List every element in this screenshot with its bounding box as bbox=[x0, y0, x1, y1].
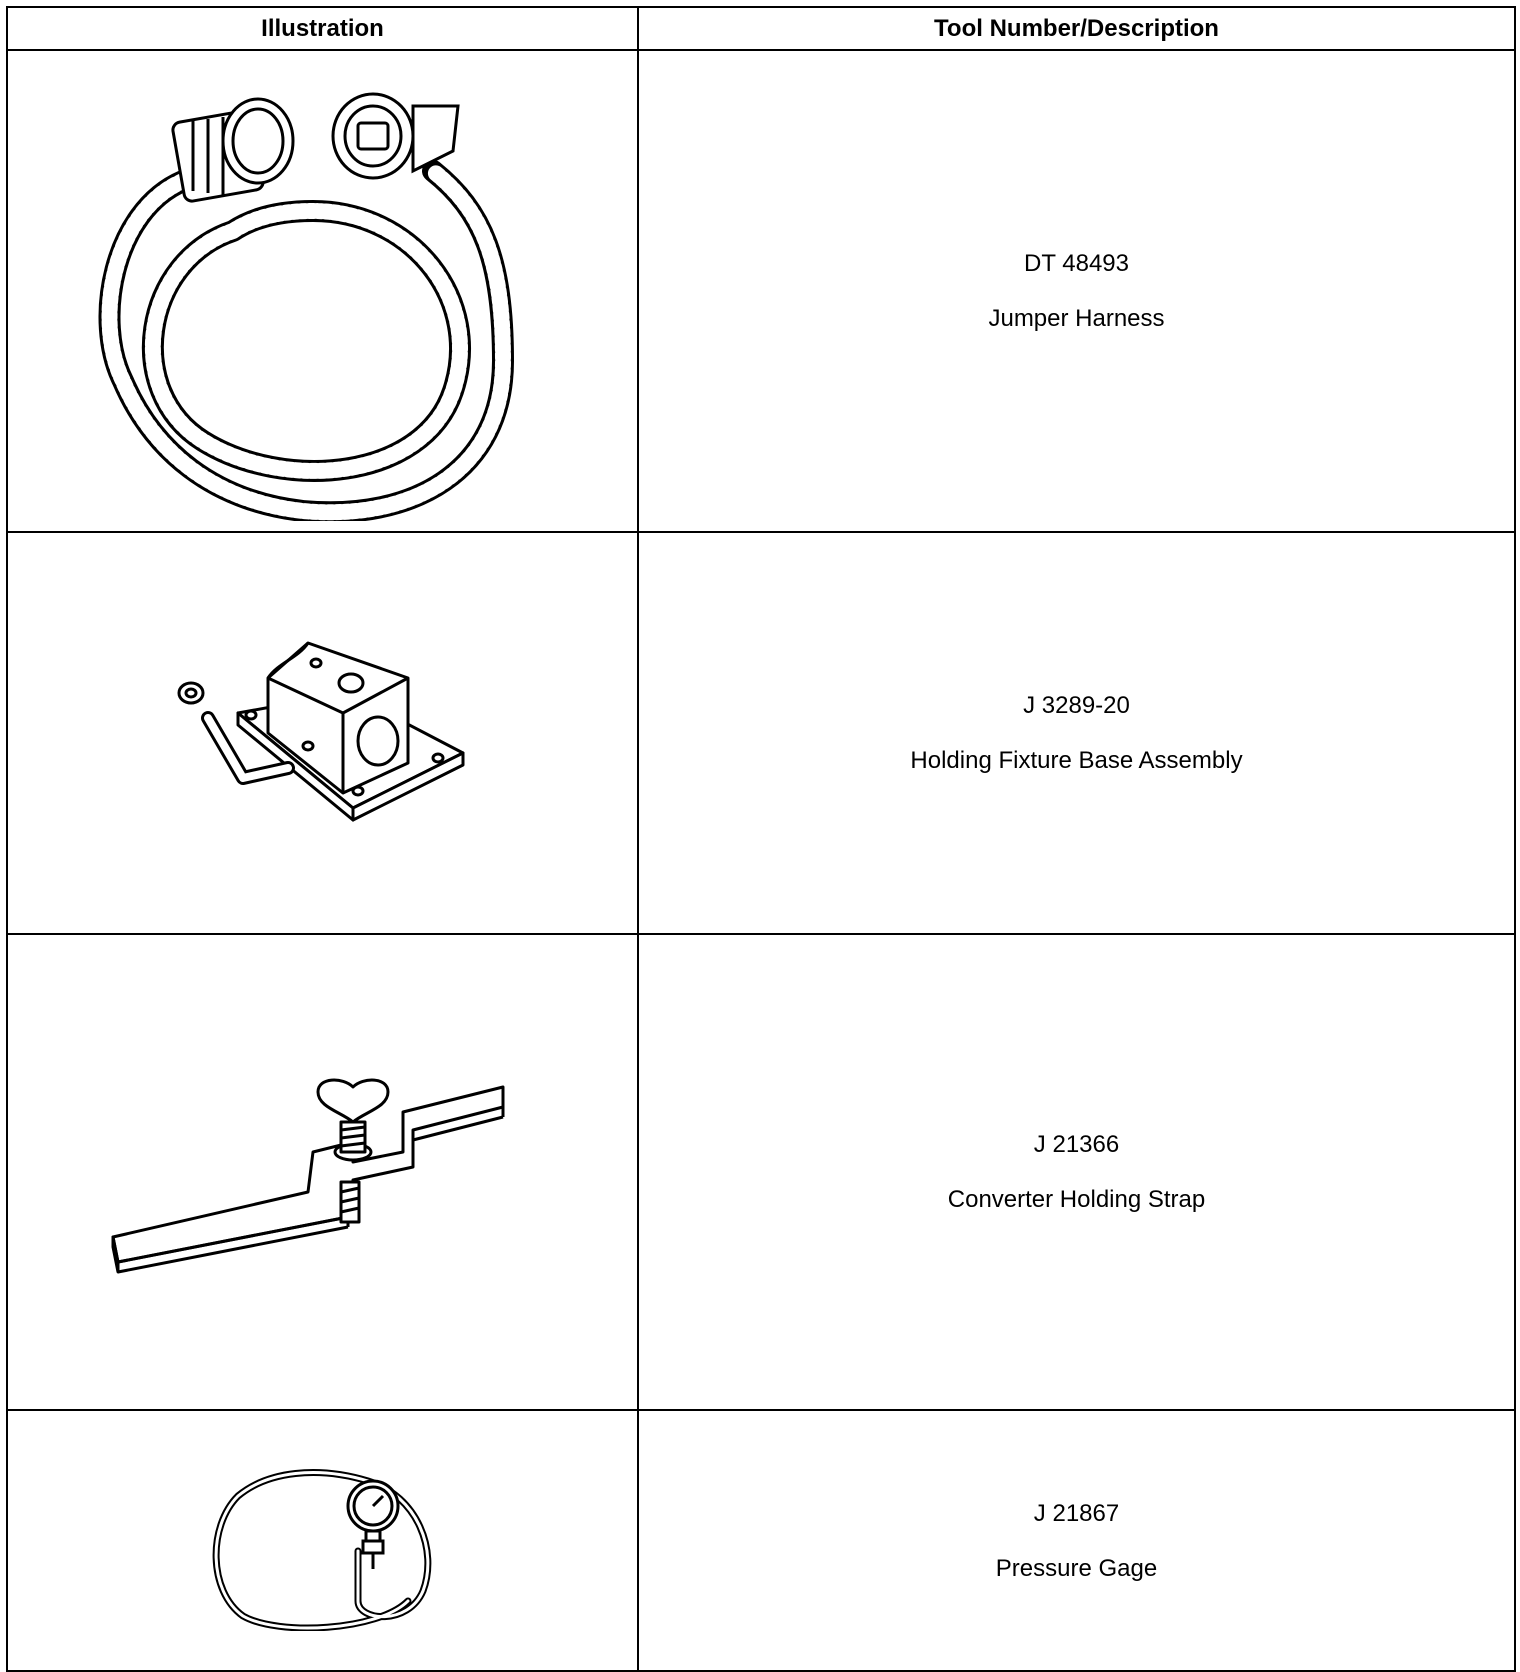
tool-description: Pressure Gage bbox=[995, 1554, 1158, 1582]
tool-number: DT 48493 bbox=[1024, 250, 1129, 277]
tool-number: J 21867 bbox=[1033, 1499, 1120, 1527]
description-cell bbox=[638, 934, 1515, 1410]
illustration-cell bbox=[7, 532, 638, 934]
jumper-harness-illustration bbox=[83, 61, 563, 521]
table-row bbox=[7, 50, 1515, 532]
table-row bbox=[7, 532, 1515, 934]
tool-description: Converter Holding Strap bbox=[947, 1186, 1206, 1213]
tool-description: Holding Fixture Base Assembly bbox=[910, 747, 1243, 774]
illustration-cell bbox=[7, 1410, 638, 1671]
special-tools-table bbox=[6, 6, 1516, 1672]
description-cell bbox=[638, 532, 1515, 934]
description-header: Tool Number/Description bbox=[638, 7, 1515, 50]
tool-number: J 3289-20 bbox=[1023, 692, 1130, 719]
converter-holding-strap-illustration bbox=[103, 1052, 543, 1292]
description-cell bbox=[638, 1410, 1515, 1671]
pressure-gage-illustration bbox=[208, 1451, 438, 1631]
illustration-cell bbox=[7, 50, 638, 532]
holding-fixture-base-illustration bbox=[163, 633, 483, 833]
description-cell bbox=[638, 50, 1515, 532]
table-row bbox=[7, 934, 1515, 1410]
table-row bbox=[7, 1410, 1515, 1671]
tool-number: J 21366 bbox=[1033, 1131, 1120, 1158]
header-row bbox=[7, 7, 1515, 50]
tool-description: Jumper Harness bbox=[988, 305, 1165, 332]
illustration-header: Illustration bbox=[7, 7, 638, 50]
illustration-cell bbox=[7, 934, 638, 1410]
